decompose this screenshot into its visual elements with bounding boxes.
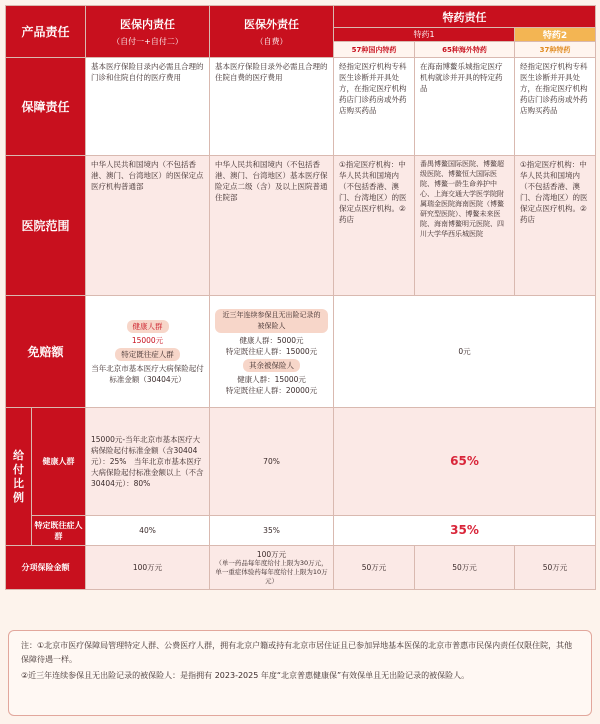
row-coverage-label: 保障责任	[6, 58, 86, 156]
coverage-out: 基本医疗保险目录外必需且合理的住院自费的医疗费用	[210, 58, 334, 156]
payout-special-in: 40%	[86, 516, 210, 546]
deductible-in-val1: 15000元	[131, 336, 164, 345]
coverage-drug1a: 经指定医疗机构专科医生诊断并开具处方，在指定医疗机构药店门诊药房或外药店购买药品	[334, 58, 415, 156]
deductible-out-line2a: 健康人群：15000元	[237, 375, 306, 384]
hospital-drug1b: 番禺博鳌国际医院、博鳌超级医院、博鳌恒大国际医院、博鳌一龄生命养护中心、上海交通大学医学院附属瑞金医院海南医院（博鳌研究型医院）、博鳌未来医院、海南博鳌明元医院、四川大学华西乐城医院	[415, 156, 515, 296]
limits-out-main: 100万元	[256, 549, 287, 559]
row-deductible-label: 免赔额	[6, 296, 86, 408]
hospital-in: 中华人民共和国境内（不包括香港、澳门、台湾地区）的医保定点医疗机构普通部	[86, 156, 210, 296]
header-product: 产品责任	[6, 6, 86, 58]
row-hospital-label: 医院范围	[6, 156, 86, 296]
coverage-in: 基本医疗保险目录内必需且合理的门诊和住院自付的医疗费用	[86, 58, 210, 156]
limits-drug2a: 50万元	[515, 546, 596, 590]
deductible-in	[86, 296, 210, 408]
payout-special-drug: 35%	[334, 516, 596, 546]
deductible-out-line2b: 特定既往症人群：20000元	[225, 386, 318, 395]
benefits-table-wrap	[5, 5, 595, 615]
coverage-drug1b: 在海南博鳌乐城指定医疗机构就诊并开具的特定药品	[415, 58, 515, 156]
deductible-out-pill1: 近三年连续参保且无出险记录的被保险人	[215, 309, 328, 333]
header-out-insurance	[210, 6, 334, 58]
deductible-out-line1a: 健康人群：5000元	[239, 336, 304, 345]
payout-special-out: 35%	[210, 516, 334, 546]
deductible-out	[210, 296, 334, 408]
limits-drug1b: 50万元	[415, 546, 515, 590]
deductible-drug: 0元	[334, 296, 596, 408]
header-drug1b: 65种海外特药	[415, 42, 515, 58]
payout-special-label: 特定既往症人群	[32, 516, 86, 546]
limits-out-note: （单一药品每年度给付上限为30万元，单一重症体验药每年度给付上限为10万元）	[215, 558, 328, 585]
row-payout-label-text: 给付比例	[13, 448, 24, 504]
footnote-1: 注：①北京市医疗保障局管理特定人群、公费医疗人群，拥有北京户籍或持有北京市居住证且已参加异地基本医保的北京市普惠市民保内责任仅限住院，其他保障待遇一样。	[21, 641, 573, 664]
header-out-title: 医保外责任	[244, 18, 300, 31]
deductible-in-text2: 当年北京市基本医疗大病保险起付标准金额（30404元）	[91, 364, 204, 384]
hospital-drug2a: ①指定医疗机构：中华人民共和国境内（不包括香港、澳门、台湾地区）的医保定点医疗机构。②药店	[515, 156, 596, 296]
benefits-table	[5, 5, 596, 590]
coverage-drug2a: 经指定医疗机构专科医生诊断并开具处方，在指定医疗机构药店门诊药房或外药店购买药品	[515, 58, 596, 156]
payout-healthy-label: 健康人群	[32, 408, 86, 516]
header-special-drug: 特药责任	[334, 6, 596, 28]
deductible-in-pill1: 健康人群	[127, 320, 169, 333]
limits-drug1a: 50万元	[334, 546, 415, 590]
header-drug1: 特药1	[334, 28, 515, 42]
header-out-sub: （自费）	[255, 37, 288, 46]
header-in-title: 医保内责任	[120, 18, 176, 31]
deductible-out-line1b: 特定既往症人群：15000元	[225, 347, 318, 356]
deductible-in-pill2: 特定既往症人群	[115, 348, 180, 361]
hospital-drug1a: ①指定医疗机构：中华人民共和国境内（不包括香港、澳门、台湾地区）的医保定点医疗机构。②药店	[334, 156, 415, 296]
row-limits-label: 分项保险金额	[6, 546, 86, 590]
limits-in: 100万元	[86, 546, 210, 590]
deductible-out-pill2: 其余被保险人	[243, 359, 300, 372]
header-drug2: 特药2	[515, 28, 596, 42]
payout-healthy-out: 70%	[210, 408, 334, 516]
footnote-box	[8, 630, 592, 716]
header-in-sub: （自付一+自付二）	[112, 37, 183, 46]
limits-out	[210, 546, 334, 590]
row-payout-label	[6, 408, 32, 546]
header-in-insurance	[86, 6, 210, 58]
payout-healthy-drug: 65%	[334, 408, 596, 516]
payout-healthy-in: 15000元-当年北京市基本医疗大病保险起付标准金额（含30404元）：25% 当年北京市基本医疗大病保险起付标准金额以上（不含30404元）：80%	[86, 408, 210, 516]
hospital-out: 中华人民共和国境内（不包括香港、澳门、台湾地区）基本医疗保险定点二级（含）及以上医院普通住院部	[210, 156, 334, 296]
header-drug2a: 37种特药	[515, 42, 596, 58]
footnote-2: ②近三年连续参保且无出险记录的被保险人：是指拥有 2023-2025 年度“北京普惠健康保”有效保单且无出险记录的被保险人。	[21, 671, 470, 680]
header-drug1a: 57种国内特药	[334, 42, 415, 58]
